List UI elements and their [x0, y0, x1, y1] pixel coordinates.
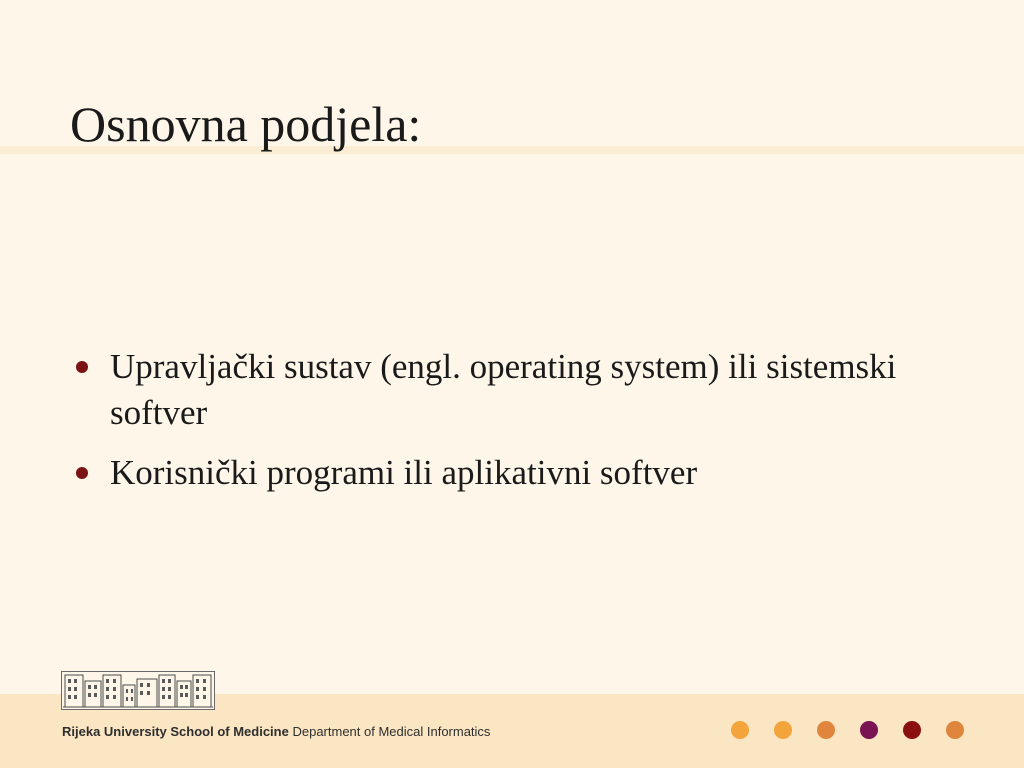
decorative-dot — [731, 721, 749, 739]
decorative-dot — [817, 721, 835, 739]
bullet-list — [74, 344, 954, 510]
footer-school-name: Rijeka University School of Medicine — [62, 724, 289, 739]
bullet-dot-icon — [76, 361, 88, 373]
bullet-text: Korisnički programi ili aplikativni softver — [110, 453, 698, 492]
bullet-text: Upravljački sustav (engl. operating system) ili sistemski softver — [110, 347, 897, 432]
bullet-item — [74, 450, 954, 496]
slide-title: Osnovna podjela: — [70, 96, 422, 152]
decorative-dot — [860, 721, 878, 739]
university-building-logo-icon — [61, 671, 215, 711]
bullet-dot-icon — [76, 467, 88, 479]
decorative-dot — [946, 721, 964, 739]
decorative-dot — [903, 721, 921, 739]
decorative-dots — [0, 721, 1024, 741]
bullet-item — [74, 344, 954, 436]
footer-department-name: Department of Medical Informatics — [292, 724, 491, 739]
decorative-dot — [774, 721, 792, 739]
